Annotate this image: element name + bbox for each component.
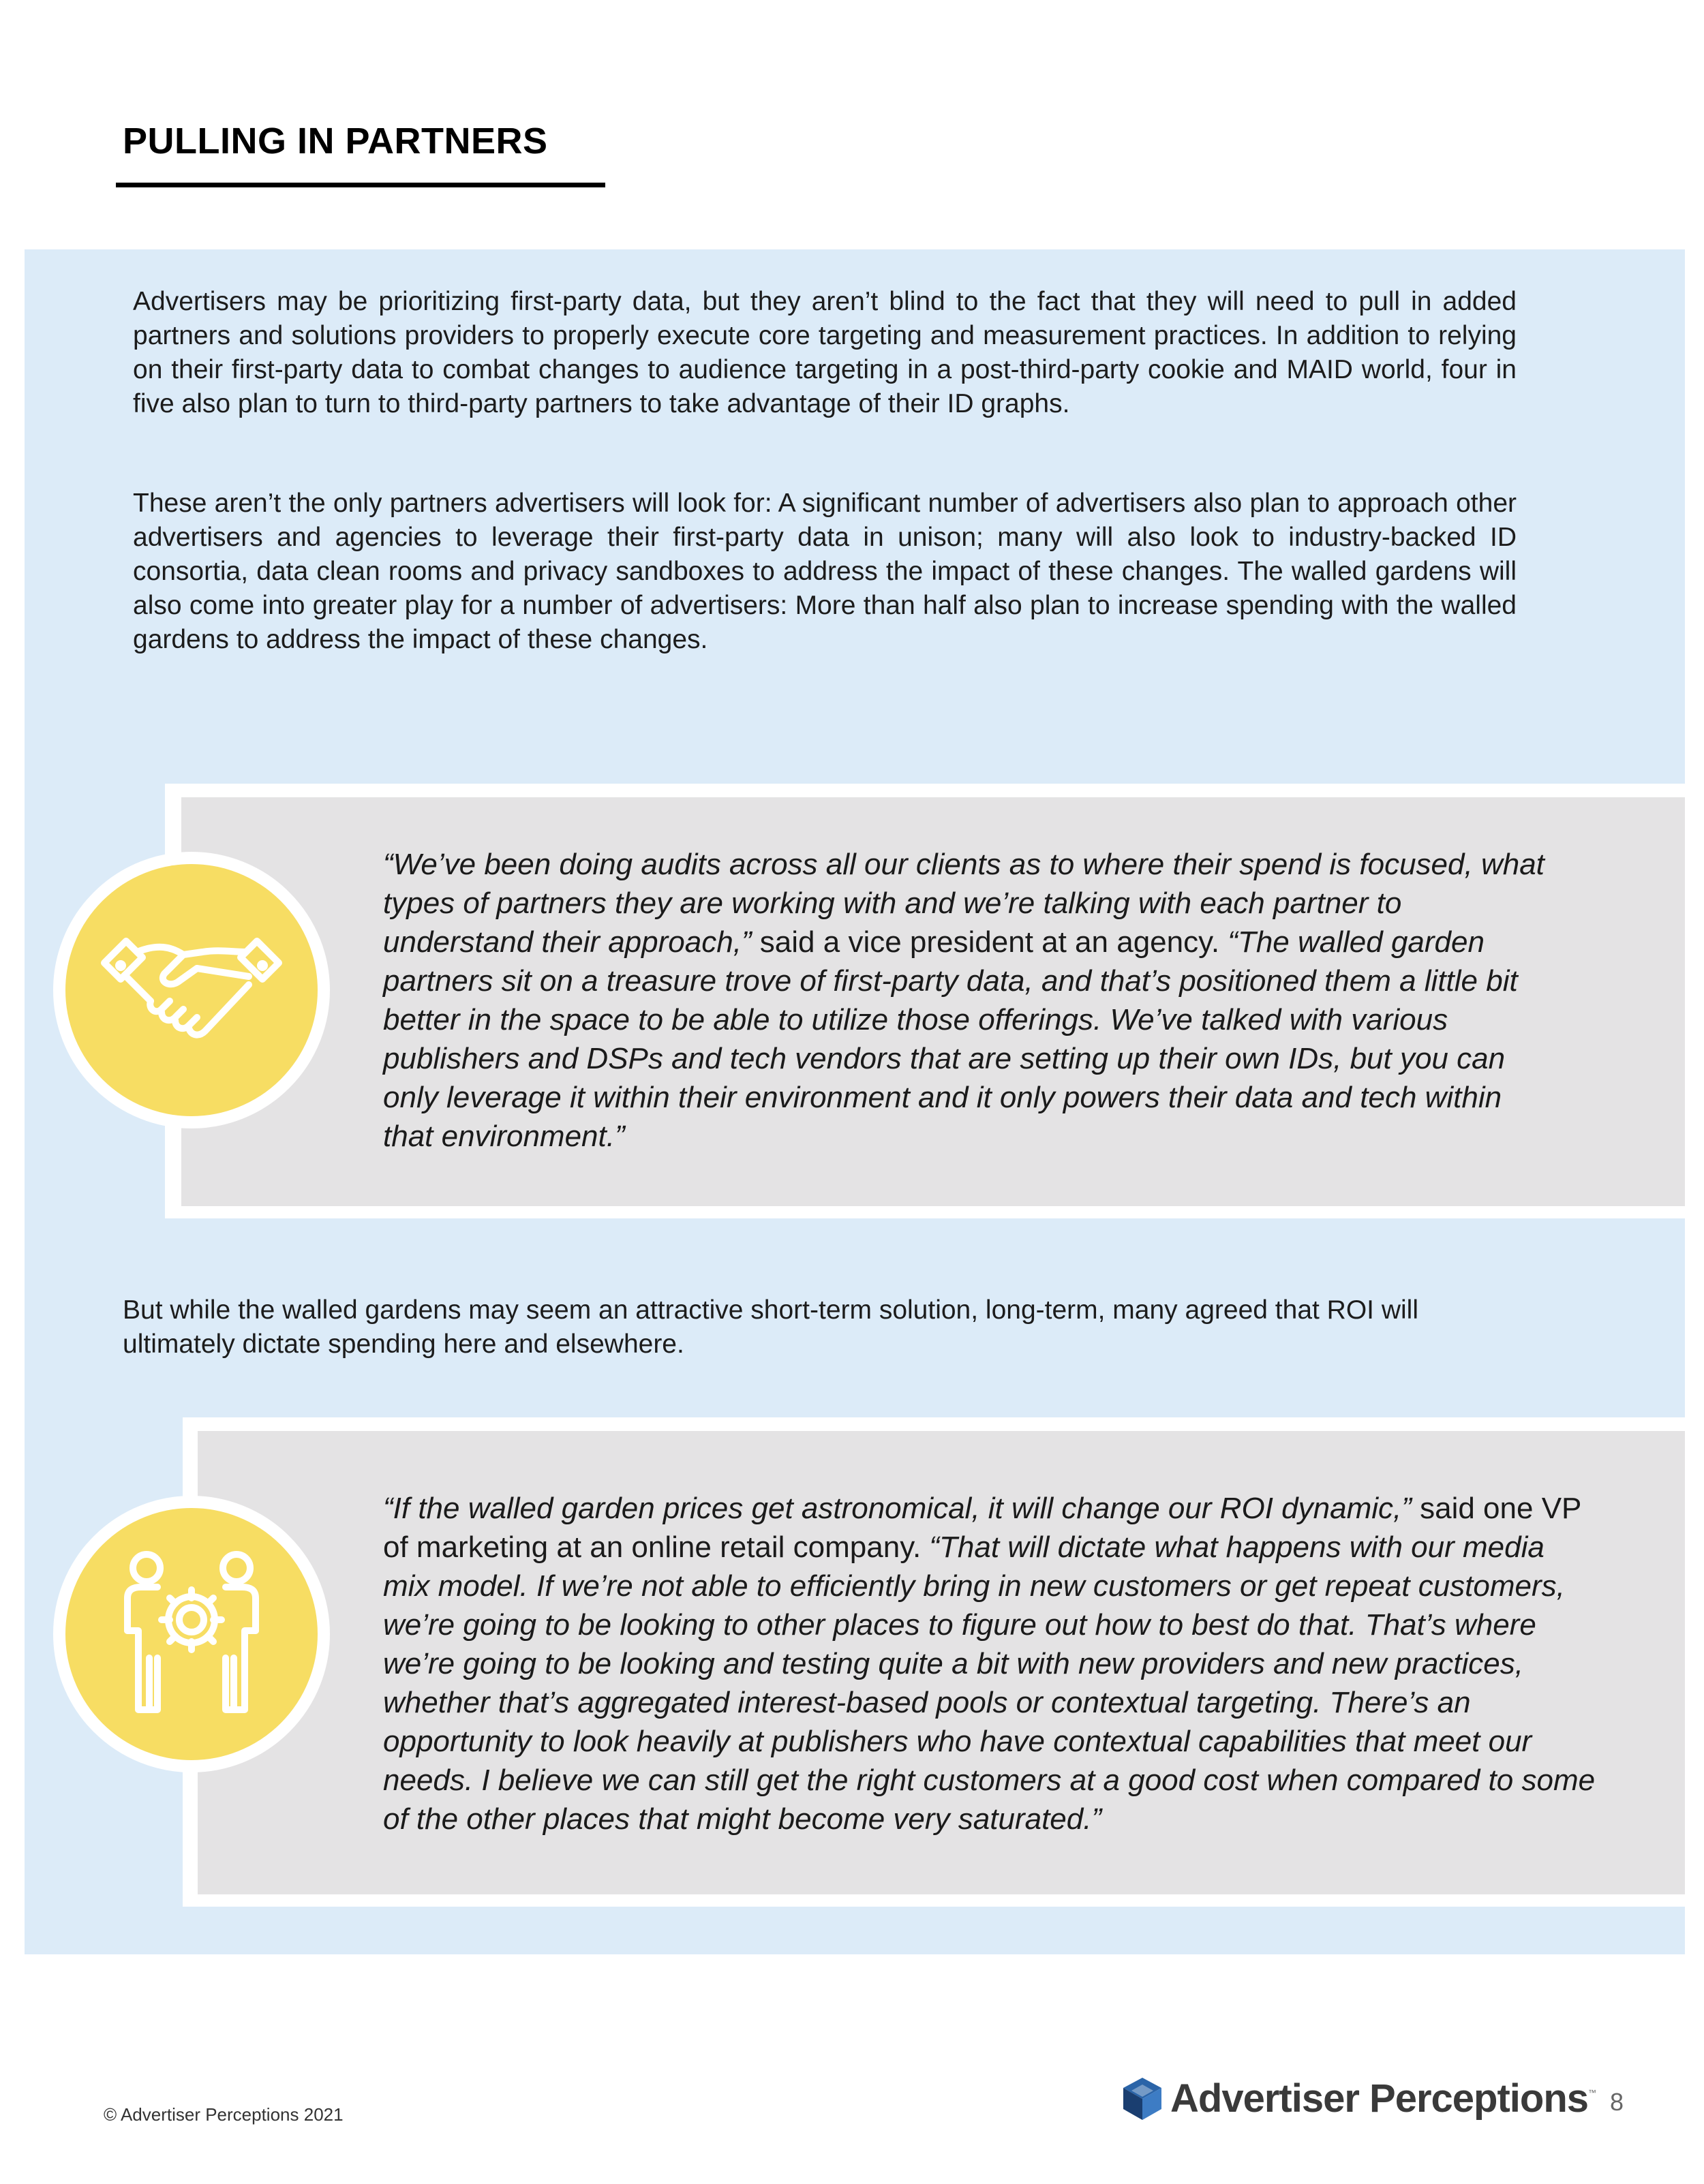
quote-1-text bbox=[383, 845, 1555, 1156]
advertiser-perceptions-logo bbox=[1121, 2076, 1596, 2121]
quote-1-part-1: “We’ve been doing audits across all our clients as to where their spend is focused, what types of partners they are working with and we’re talking with each partner to understand their approach,” bbox=[383, 848, 1545, 959]
quote-1-attribution: said a vice president at an agency. bbox=[751, 925, 1228, 959]
quote-2-part-1: “If the walled garden prices get astronomical, it will change our ROI dynamic,” bbox=[383, 1492, 1412, 1525]
page-number: 8 bbox=[1610, 2088, 1624, 2116]
body-paragraph-3: But while the walled gardens may seem an attractive short-term solution, long-term, many agreed that ROI will ultimately dictate spending here and elsewhere. bbox=[123, 1295, 1419, 1359]
logo-wordmark: Advertiser Perceptions bbox=[1170, 2076, 1589, 2121]
cube-logo-icon bbox=[1121, 2076, 1163, 2121]
title-underline bbox=[116, 183, 605, 187]
handshake-icon bbox=[96, 922, 287, 1058]
copyright-notice: © Advertiser Perceptions 2021 bbox=[104, 2104, 344, 2125]
quote-icon-circle-1 bbox=[53, 852, 330, 1128]
quote-2-attribution: said one VP of marketing at an online retail company. bbox=[383, 1492, 1581, 1564]
logo-trademark: ™ bbox=[1588, 2088, 1597, 2097]
quote-2-text bbox=[383, 1489, 1596, 1839]
quote-1-part-2: “The walled garden partners sit on a treasure trove of first-party data, and that’s positioned them a little bit better in the space to be able to utilize those offerings. We’ve talked with various publishers and DSPs and tech vendors that are setting up their own IDs, but you can only leverage it within their environment and it only powers their data and tech within that environment.” bbox=[383, 925, 1518, 1153]
body-paragraph-2: These aren’t the only partners advertisers will look for: A significant number of advertisers also plan to approach other advertisers and agencies to leverage their first-party data in unison; many will also look to industry-backed ID consortia, data clean rooms and privacy sandboxes to address the impact of these changes. The walled gardens will also come into greater play for a number of advertisers: More than half also plan to increase spending with the walled gardens to address the impact of these changes. bbox=[133, 489, 1517, 654]
quote-icon-circle-2 bbox=[53, 1496, 330, 1772]
team-gear-icon bbox=[117, 1549, 267, 1719]
page-title: PULLING IN PARTNERS bbox=[123, 121, 548, 162]
quote-2-part-2: “That will dictate what happens with our media mix model. If we’re not able to efficiently bring in new customers or get repeat customers, we’re going to be looking to other places to figure out how to best do that. That’s where we’re going to be looking and testing quite a bit with new providers and new practices, whether that’s aggregated interest-based pools or contextual targeting. There’s an opportunity to look heavily at publishers who have contextual capabilities that meet our needs. I believe we can still get the right customers at a good cost when compared to some of the other places that might become very saturated.” bbox=[383, 1531, 1596, 1836]
body-paragraph-1: Advertisers may be prioritizing first-party data, but they aren’t blind to the fact that they will need to pull in added partners and solutions providers to properly execute core targeting and measurement practices. In addition to relying on their first-party data to combat changes to audience targeting in a post-third-party cookie and MAID world, four in five also plan to turn to third-party partners to take advantage of their ID graphs. bbox=[133, 287, 1517, 418]
